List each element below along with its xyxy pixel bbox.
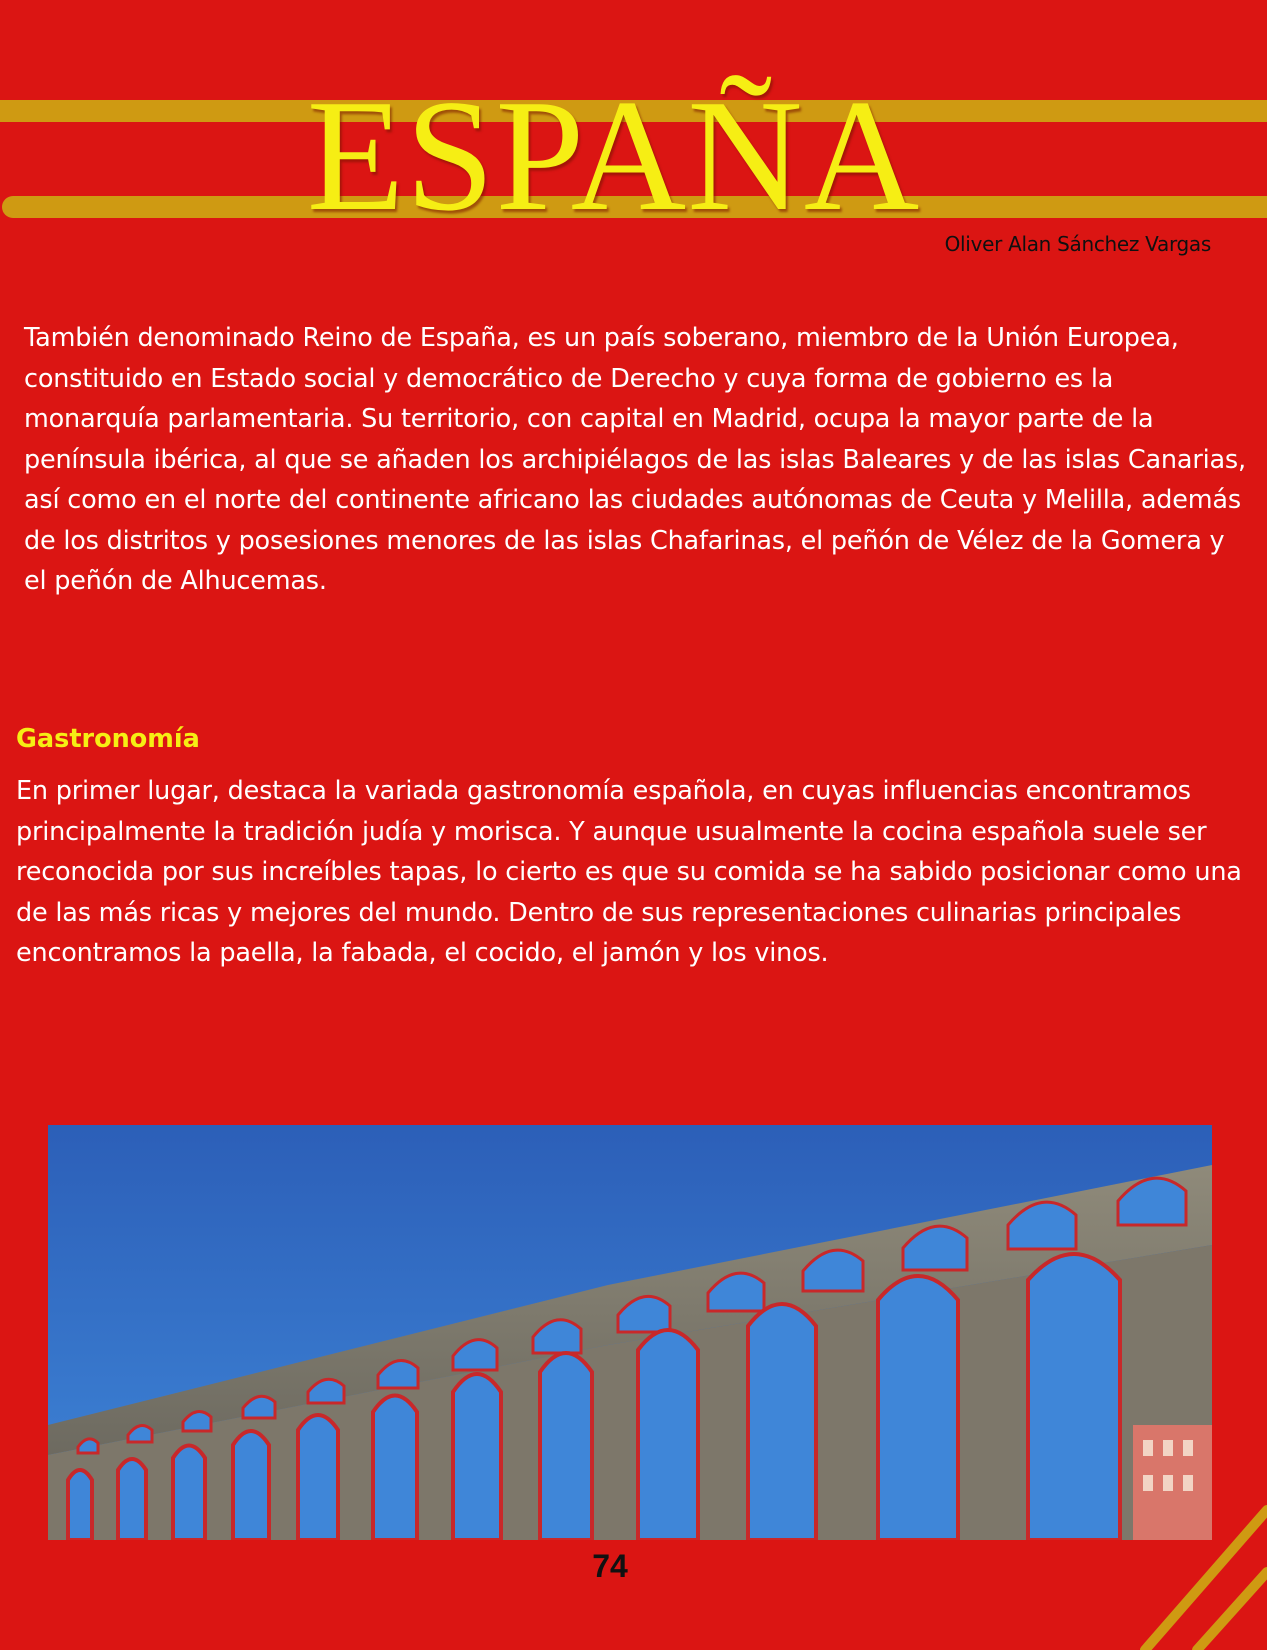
aqueduct-photo [48, 1125, 1212, 1540]
author-name: Oliver Alan Sánchez Vargas [944, 232, 1211, 256]
gastronomy-paragraph: En primer lugar, destaca la variada gastronomía española, en cuyas influencias encontramos principalmente la tradición judía y morisca. Y aunque usualmente la cocina española suele ser reconocida por sus increíbles tapas, lo cierto es que su comida se ha sabido posicionar como una de las más ricas y mejores del mundo. Dentro de sus representaciones culinarias principales encontramos la paella, la fabada, el cocido, el jamón y los vinos. [16, 776, 1242, 968]
page-number: 74 [592, 1548, 628, 1584]
section-heading-gastronomy: Gastronomía [16, 724, 200, 754]
page-title-text: ESPAÑA [306, 66, 921, 244]
intro-paragraph: También denominado Reino de España, es un país soberano, miembro de la Unión Europea, constituido en Estado social y democrático de Derecho y cuya forma de gobierno es la monarquía parlamentaria. Su territorio, con capital en Madrid, ocupa la mayor parte de la península ibérica, al que se añaden los archipiélagos de las islas Baleares y de las islas Canarias, así como en el norte del continente africano las ciudades autónomas de Ceuta y Melilla, además de los distritos y posesiones menores de las islas Chafarinas, el peñón de Vélez de la Gomera y el peñón de Alhucemas. [24, 323, 1246, 596]
decorative-corner-stripes [1127, 1480, 1267, 1650]
